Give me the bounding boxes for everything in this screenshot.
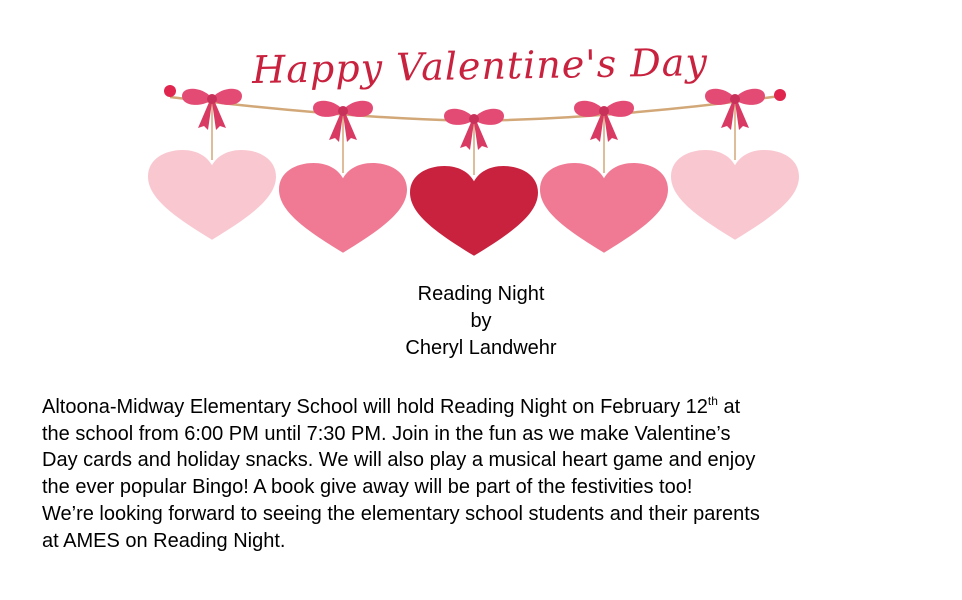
article-title: Reading Night	[417, 283, 545, 305]
body-line: We’re looking forward to seeing the elementary school students and their parents	[42, 502, 760, 525]
valentines-banner-image	[140, 30, 820, 270]
body-line: at AMES on Reading Night.	[42, 529, 286, 552]
article-heading	[0, 281, 962, 362]
article-body	[42, 394, 760, 554]
body-line: the ever popular Bingo! A book give away will be part of the festivities too!	[42, 476, 693, 499]
ordinal-superscript: th	[707, 394, 718, 408]
body-text-segment: at	[717, 396, 741, 418]
body-line: the school from 6:00 PM until 7:30 PM. Join in the fun as we make Valentine’s	[42, 422, 731, 445]
author-name: Cheryl Landwehr	[405, 337, 557, 359]
body-text-segment: Altoona-Midway Elementary School will hold Reading Night on February 12	[42, 396, 708, 418]
banner-title: Happy Valentine's Day	[251, 40, 709, 92]
byline-by: by	[470, 310, 492, 332]
body-line: Day cards and holiday snacks. We will also play a musical heart game and enjoy	[42, 449, 756, 472]
body-line	[42, 394, 760, 421]
